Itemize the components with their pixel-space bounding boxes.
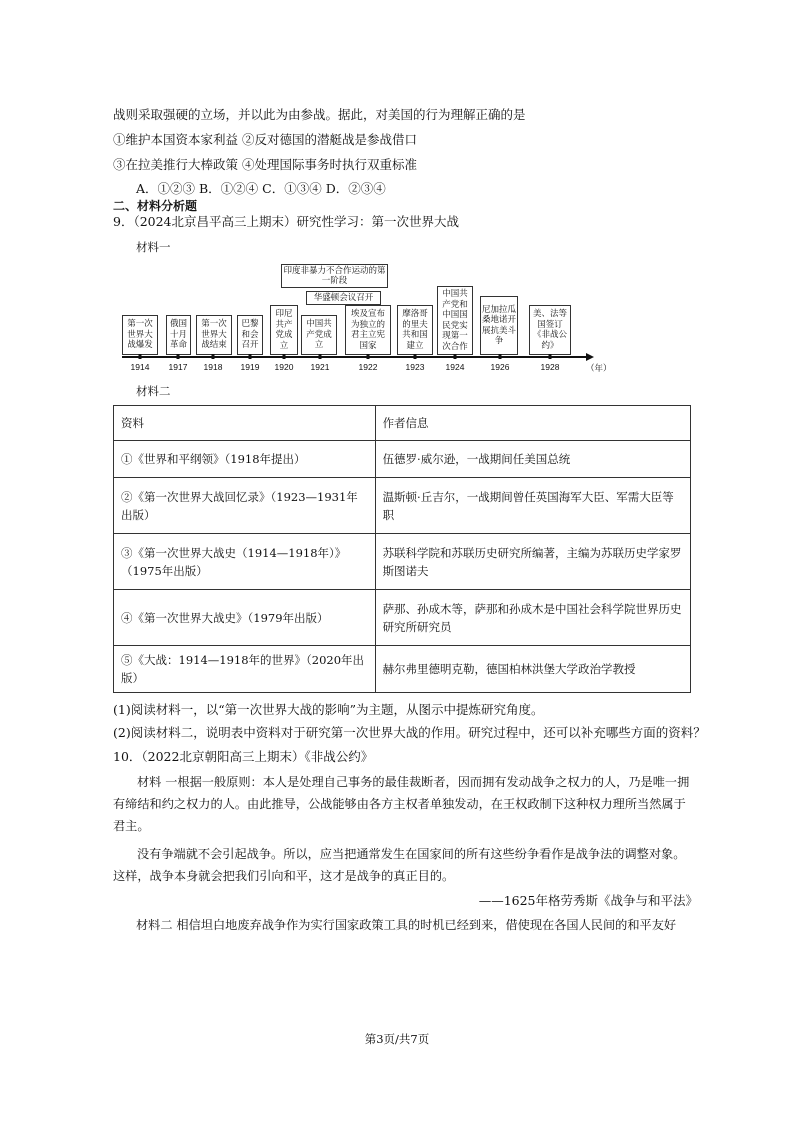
section-title: 二、材料分析题	[113, 199, 198, 213]
q10-material2: 材料二 相信坦白地废弃战争作为实行国家政策工具的时机已经到来，借使现在各国人民间的和平友好	[136, 918, 677, 932]
timeline-figure	[0, 0, 794, 400]
table-cell: ④《第一次世界大战史》（1979年出版）	[114, 590, 376, 646]
timeline-year: 1917	[168, 362, 188, 372]
table-cell: 温斯顿·丘吉尔，一战期间曾任英国海军大臣、军需大臣等职	[375, 478, 690, 534]
timeline-year: 1922	[358, 362, 378, 372]
timeline-tick	[549, 354, 552, 359]
page-footer: 第3页/共7页	[364, 1032, 430, 1046]
timeline-box-indonesia-party: 印尼共产党成立	[270, 305, 298, 355]
timeline-box-egypt: 埃及宣布为独立的君主立宪国家	[345, 305, 391, 355]
table-cell: ②《第一次世界大战回忆录》（1923—1931年出版）	[114, 478, 376, 534]
timeline-year: 1920	[274, 362, 294, 372]
timeline-box-paris-conference: 巴黎和会召开	[237, 315, 263, 355]
material2-label: 材料二	[136, 384, 171, 398]
timeline-box-sandino: 尼加拉瓜桑地诺开展抗美斗争	[480, 296, 518, 355]
table-header-cell: 资料	[114, 406, 376, 441]
timeline-year: 1914	[130, 362, 150, 372]
timeline-tick	[177, 354, 180, 359]
table-cell: 苏联科学院和苏联历史研究所编著，主编为苏联历史学家罗斯图诺夫	[375, 534, 690, 590]
timeline-tick	[454, 354, 457, 359]
table-row	[114, 478, 691, 534]
timeline-tick	[212, 354, 215, 359]
timeline-tick	[367, 354, 370, 359]
answer-options: A．①②③ B．①②④ C．①③④ D．②③④	[136, 181, 386, 196]
timeline-box-october-revolution: 俄国十月革命	[166, 315, 191, 355]
sources-table	[113, 405, 691, 693]
q10-source: ——1625年格劳秀斯《战争与和平法》	[478, 893, 698, 908]
q9-subquestion-1: (1)阅读材料一，以“第一次世界大战的影响”为主题，从图示中提炼研究角度。	[113, 702, 544, 717]
table-row	[114, 646, 691, 693]
timeline-axis	[122, 356, 588, 358]
timeline-tick	[249, 354, 252, 359]
q10-title: 10．（2022北京朝阳高三上期末）《非战公约》	[113, 749, 374, 764]
q9-subquestion-2: (2)阅读材料二，说明表中资料对于研究第一次世界大战的作用。研究过程中，还可以补充哪些方面的资料？	[113, 725, 706, 740]
timeline-year: 1926	[490, 362, 510, 372]
question-text-line-3: ③在拉美推行大棒政策 ④处理国际事务时执行双重标准	[113, 157, 417, 172]
table-row	[114, 441, 691, 478]
table-header-cell: 作者信息	[375, 406, 690, 441]
timeline-arrow-icon	[586, 353, 594, 361]
timeline-tick	[499, 354, 502, 359]
timeline-year: 1928	[540, 362, 560, 372]
q10-material1-paragraph1: 材料 一根据一般原则：本人是处理自己事务的最佳裁断者，因而拥有发动战争之权力的人，乃是唯一拥有缔结和约之权力的人。由此推导，公战能够由各方主权者单独发动，在王权政制下这种权力理所当然属于君主。	[113, 775, 690, 833]
timeline-year: 1923	[405, 362, 425, 372]
question-text-line-1: 战则采取强硬的立场，并以此为由参战。据此，对美国的行为理解正确的是	[113, 107, 526, 122]
timeline-tick	[139, 354, 142, 359]
timeline-tick	[283, 354, 286, 359]
table-row	[114, 590, 691, 646]
q9-title: 9．（2024北京昌平高三上期末）研究性学习：第一次世界大战	[113, 214, 460, 229]
timeline-box-india: 印度非暴力不合作运动的第一阶段	[281, 264, 388, 288]
question-text-line-2: ①维护本国资本家利益 ②反对德国的潜艇战是参战借口	[113, 132, 417, 147]
timeline-box-ww1-end: 第一次世界大战结束	[196, 315, 232, 355]
table-cell: ⑤《大战：1914—1918年的世界》（2020年出版）	[114, 646, 376, 693]
timeline-box-ccp-founded: 中国共产党成立	[301, 315, 337, 355]
timeline-box-ww1-start: 第一次世界大战爆发	[122, 315, 158, 355]
timeline-tick	[319, 354, 322, 359]
q10-material1-paragraph2: 没有争端就不会引起战争。所以，应当把通常发生在国家间的所有这些纷争看作是战争法的调整对象。这样，战争本身就会把我们引向和平，这才是战争的真正目的。	[113, 847, 686, 883]
table-cell: 伍德罗·威尔逊，一战期间任美国总统	[375, 441, 690, 478]
timeline-unit: （年）	[586, 363, 612, 373]
timeline-box-first-cooperation: 中国共产党和中国国民党实现第一次合作	[437, 286, 473, 355]
timeline-box-washington: 华盛顿会议召开	[306, 291, 381, 305]
table-cell: 赫尔弗里德明克勒，德国柏林洪堡大学政治学教授	[375, 646, 690, 693]
timeline-year: 1918	[203, 362, 223, 372]
timeline-tick	[414, 354, 417, 359]
timeline-box-kellogg-pact: 美、法等国签订《非战公约》	[529, 305, 571, 355]
material1-label: 材料一	[136, 240, 171, 254]
timeline-box-rif-republic: 摩洛哥的里夫共和国建立	[397, 305, 433, 355]
table-cell: ①《世界和平纲领》（1918年提出）	[114, 441, 376, 478]
timeline-year: 1921	[310, 362, 330, 372]
table-cell: 萨那、孙成木等，萨那和孙成木是中国社会科学院世界历史研究所研究员	[375, 590, 690, 646]
table-header-row	[114, 406, 691, 441]
table-cell: ③《第一次世界大战史（1914—1918年）》（1975年出版）	[114, 534, 376, 590]
table-row	[114, 534, 691, 590]
timeline-year: 1924	[445, 362, 465, 372]
timeline-year: 1919	[240, 362, 260, 372]
